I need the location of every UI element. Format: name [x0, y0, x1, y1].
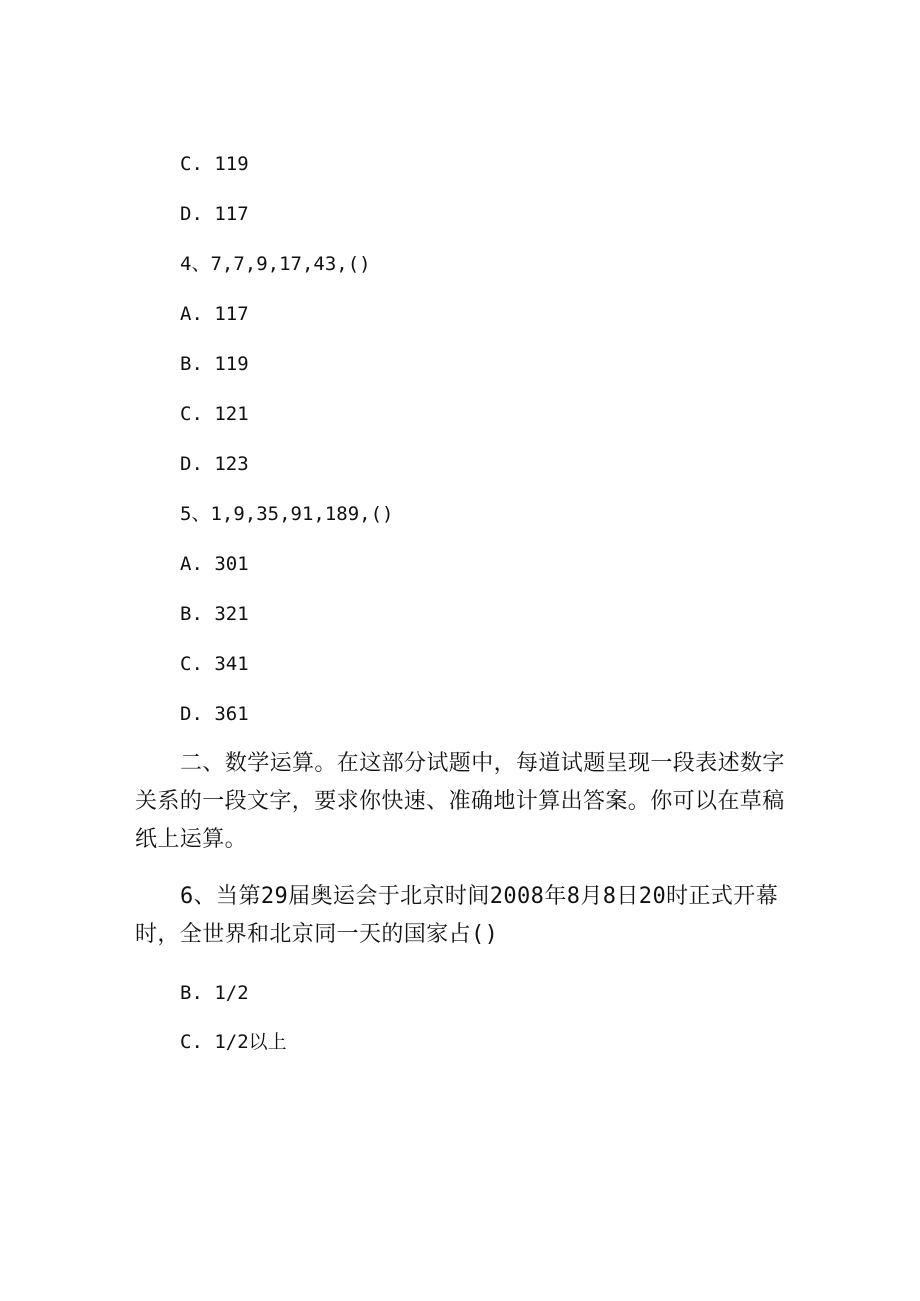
- q6-option-c: C. 1/2以上: [180, 1031, 287, 1053]
- q4-option-a: A. 117: [180, 303, 249, 325]
- q5-option-d: D. 361: [180, 703, 249, 725]
- q4-option-d: D. 123: [180, 453, 249, 475]
- question-6-stem: 6、当第29届奥运会于北京时间2008年8月8日20时正式开幕时，全世界和北京同一天的国家占(): [135, 884, 779, 947]
- option-c-119: C. 119: [180, 153, 249, 175]
- q4-option-b: B. 119: [180, 353, 249, 375]
- option-d-117: D. 117: [180, 203, 249, 225]
- section-two-text: 二、数学运算。在这部分试题中，每道试题呈现一段表述数字关系的一段文字，要求你快速、准确地计算出答案。你可以在草稿纸上运算。: [135, 751, 785, 852]
- q5-option-a: A. 301: [180, 553, 249, 575]
- question-6: [135, 878, 785, 954]
- question-5: 5、1,9,35,91,189,(): [180, 503, 394, 525]
- q5-option-b: B. 321: [180, 603, 249, 625]
- question-4: 4、7,7,9,17,43,(): [180, 253, 371, 275]
- q5-option-c: C. 341: [180, 653, 249, 675]
- section-two-instructions: [135, 745, 785, 859]
- q4-option-c: C. 121: [180, 403, 249, 425]
- q6-option-b: B. 1/2: [180, 982, 249, 1004]
